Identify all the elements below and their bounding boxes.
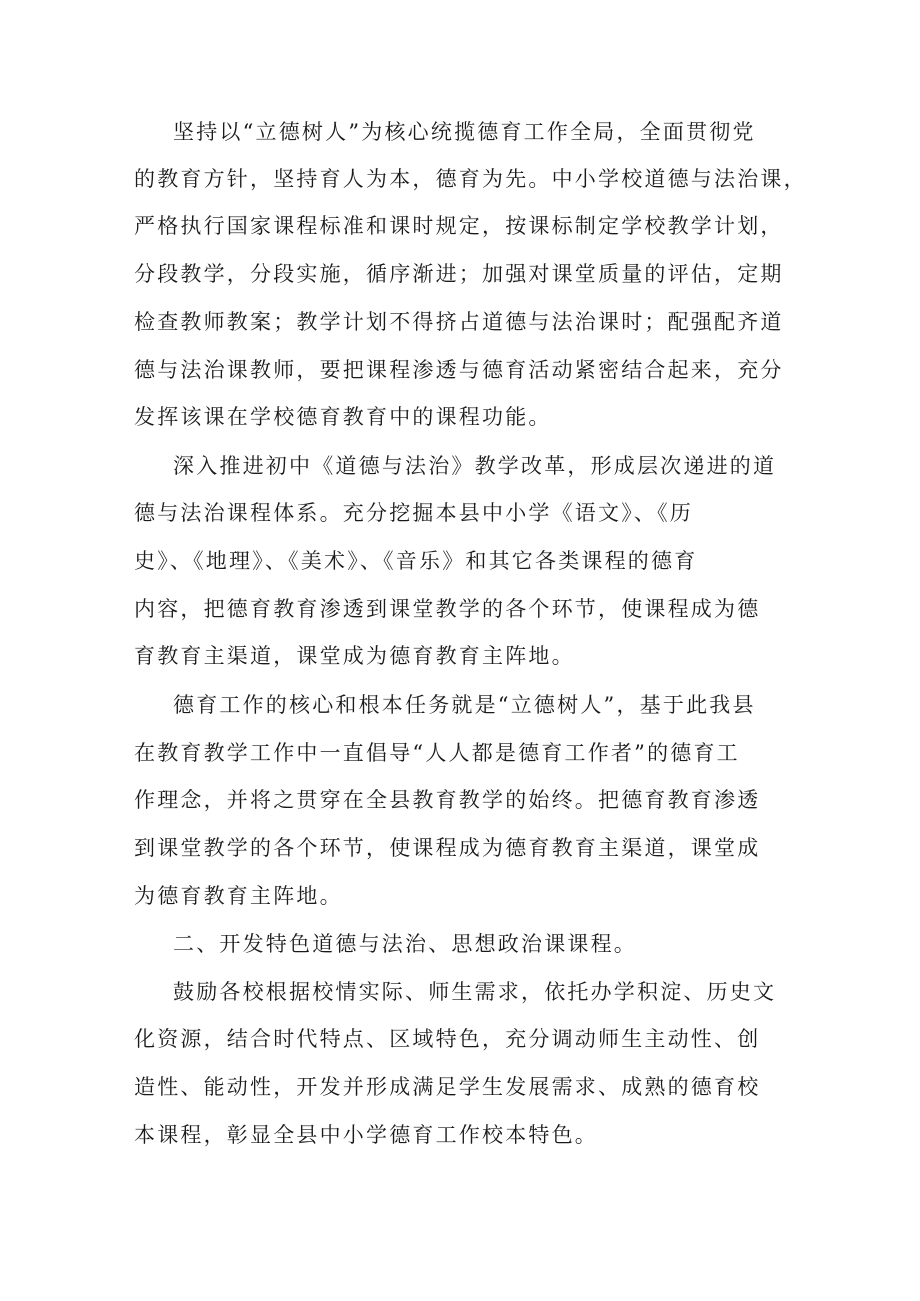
- text-line: 史》、《地理》、《美术》、《音乐》和其它各类课程的德育: [134, 549, 698, 573]
- text-line: 作理念，并将之贯穿在全县教育教学的始终。把德育教育渗透: [134, 788, 761, 812]
- text-line: 为德育教育主阵地。: [134, 884, 343, 908]
- text-line: 内容，把德育教育渗透到课堂教学的各个环节，使课程成为德: [134, 597, 761, 621]
- text-line: 发挥该课在学校德育教育中的课程功能。: [134, 405, 552, 429]
- text-line: 在教育教学工作中一直倡导“人人都是德育工作者”的德育工: [134, 741, 740, 765]
- text-line: 坚持以“立德树人”为核心统揽德育工作全局，全面贯彻党: [173, 120, 756, 144]
- text-line: 化资源，结合时代特点、区域特色，充分调动师生主动性、创: [134, 1027, 761, 1051]
- text-line: 严格执行国家课程标准和课时规定，按课标制定学校教学计划，: [134, 214, 784, 238]
- text-line: 德与法治课教师，要把课程渗透与德育活动紧密结合起来，充分: [134, 358, 784, 382]
- text-line: 的教育方针，坚持育人为本，德育为先。中小学校道德与法治课，: [134, 167, 807, 191]
- text-line: 鼓励各校根据校情实际、师生需求，依托办学积淀、历史文: [173, 980, 777, 1004]
- text-line: 本课程，彰显全县中小学德育工作校本特色。: [134, 1123, 598, 1147]
- text-line: 造性、能动性，开发并形成满足学生发展需求、成熟的德育校: [134, 1075, 761, 1099]
- text-line: 育教育主渠道，课堂成为德育教育主阵地。: [134, 644, 575, 668]
- text-line: 分段教学，分段实施，循序渐进；加强对课堂质量的评估，定期: [134, 262, 784, 286]
- text-line: 深入推进初中《道德与法治》教学改革，形成层次递进的道: [173, 454, 777, 478]
- text-line: 德育工作的核心和根本任务就是“立德树人”，基于此我县: [173, 693, 756, 717]
- section-heading: 二、开发特色道德与法治、思想政治课课程。: [173, 932, 637, 956]
- text-line: 检查教师教案；教学计划不得挤占道德与法治课时；配强配齐道: [134, 310, 784, 334]
- text-line: 到课堂教学的各个环节，使课程成为德育教育主渠道，课堂成: [134, 836, 761, 860]
- text-line: 德与法治课程体系。充分挖掘本县中小学《语文》、《历: [134, 501, 693, 525]
